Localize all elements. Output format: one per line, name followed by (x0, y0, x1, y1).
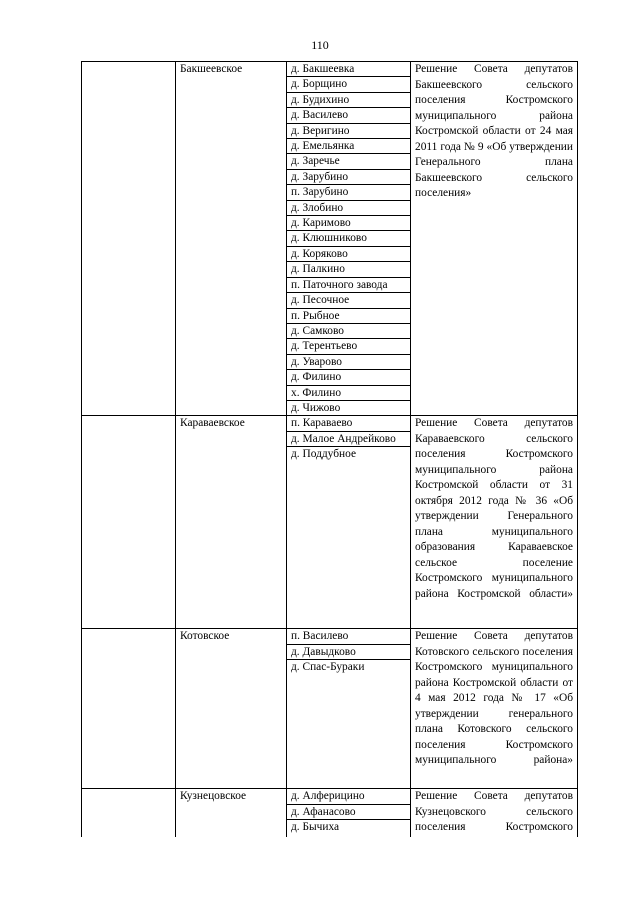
table-row (82, 62, 578, 416)
village-item: д. Василево (287, 108, 410, 123)
village-item: х. Филино (287, 386, 410, 401)
village-item: д. Каримово (287, 216, 410, 231)
decision-text: Решение Совета депутатов Бакшеевского сельского поселения Костромского муниципального района Костромской области от 24 мая 2011 года № 9 «Об утверждении Генерального плана Бакшеевского сельского поселения» (411, 62, 578, 416)
village-item: д. Афанасово (287, 805, 410, 820)
village-item: д. Алферицино (287, 789, 410, 804)
settlement-name: Караваевское (176, 416, 287, 629)
village-list (287, 629, 411, 789)
village-item: д. Емельянка (287, 139, 410, 154)
village-item: д. Коряково (287, 247, 410, 262)
decision-text: Решение Совета депутатов Кузнецовского сельского поселения Костромского (411, 789, 578, 837)
district-cell (82, 789, 176, 837)
village-list (287, 416, 411, 629)
village-item: д. Клюшниково (287, 231, 410, 246)
village-item: д. Филино (287, 370, 410, 385)
village-item: д. Самково (287, 324, 410, 339)
village-item: д. Бакшеевка (287, 62, 410, 77)
village-item: д. Борщино (287, 77, 410, 92)
village-item: п. Василево (287, 629, 410, 644)
decision-text: Решение Совета депутатов Котовского сельского поселения Костромского муниципального района Костромской области от 4 мая 2012 года № 17 «Об утверждении генерального плана Котовского сельского поселения Костромского муниципального района» (411, 629, 578, 789)
village-item: п. Караваево (287, 416, 410, 431)
village-item: д. Бычиха (291, 821, 340, 834)
village-item: д. Чижово (291, 401, 341, 414)
district-cell (82, 629, 176, 789)
settlement-name: Кузнецовское (176, 789, 287, 837)
village-item: д. Будихино (287, 93, 410, 108)
village-item: д. Малое Андрейково (287, 432, 410, 447)
table-row (82, 416, 578, 629)
village-item: п. Зарубино (287, 185, 410, 200)
village-item: д. Зарубино (287, 170, 410, 185)
village-item: д. Давыдково (287, 645, 410, 660)
village-item: д. Поддубное (291, 448, 357, 461)
village-item: д. Спас-Бураки (291, 661, 365, 674)
village-item: д. Уварово (287, 355, 410, 370)
table-row (82, 629, 578, 789)
district-cell (82, 62, 176, 416)
settlement-name: Бакшеевское (176, 62, 287, 416)
village-item: п. Паточного завода (287, 278, 410, 293)
village-item: д. Заречье (287, 154, 410, 169)
settlements-table (81, 61, 578, 837)
village-item: д. Злобино (287, 201, 410, 216)
village-item: п. Рыбное (287, 309, 410, 324)
settlement-name: Котовское (176, 629, 287, 789)
table-row (82, 789, 578, 837)
village-item: д. Терентьево (287, 339, 410, 354)
village-list (287, 789, 411, 837)
village-item: д. Песочное (287, 293, 410, 308)
decision-text: Решение Совета депутатов Караваевского сельского поселения Костромского муниципального района Костромской области от 31 октября 2012 года № 36 «Об утверждении Генерального плана муниципального образования Караваевское сельское поселение Костромского муниципального района Костромской области» (411, 416, 578, 629)
village-item: д. Палкино (287, 262, 410, 277)
village-item: д. Веригино (287, 124, 410, 139)
page-number: 110 (311, 38, 329, 52)
district-cell (82, 416, 176, 629)
village-list (287, 62, 411, 416)
